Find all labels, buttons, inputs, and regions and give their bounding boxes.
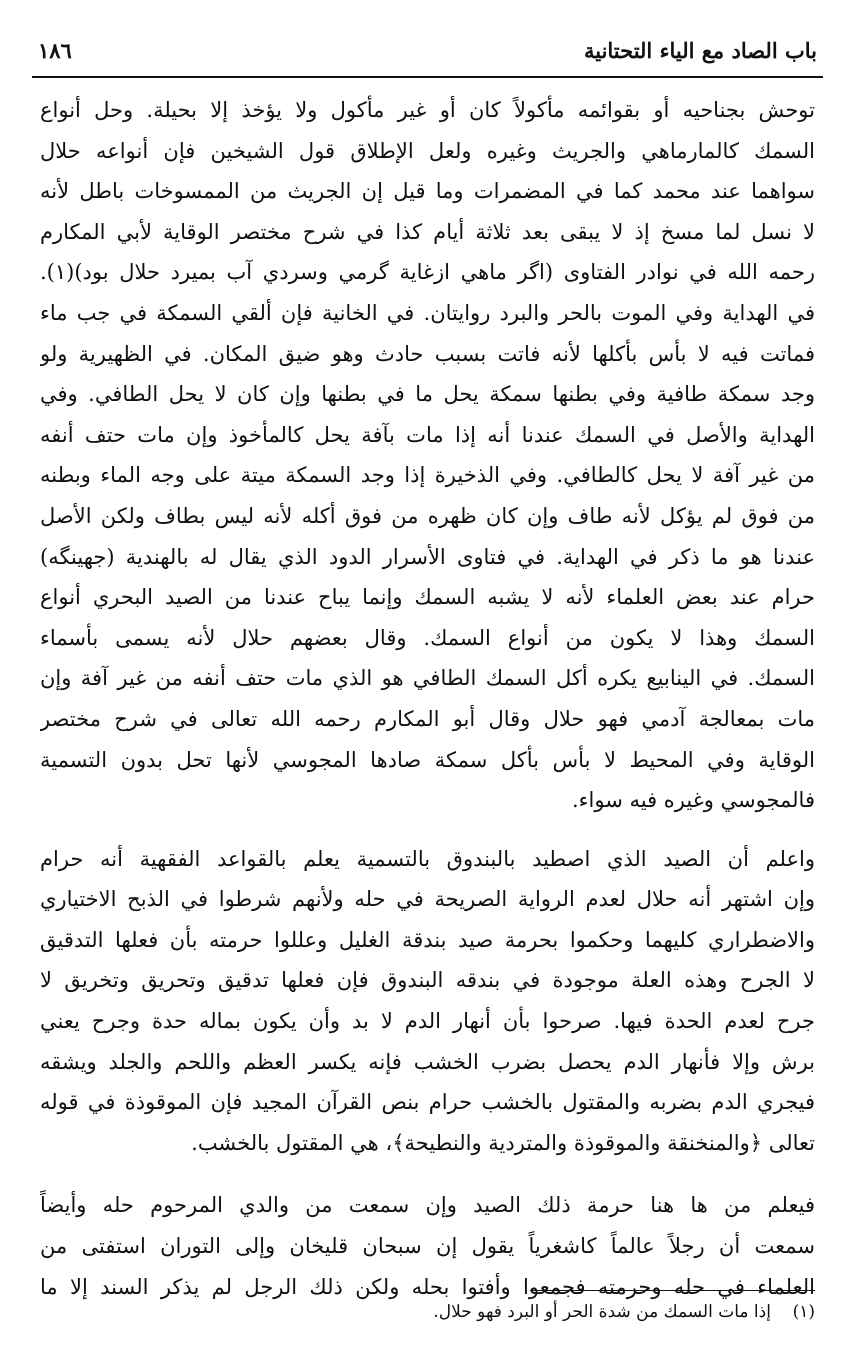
- text-line: سواهما عند محمد كما في المضمرات وما قيل إن الجريث من الممسوخات باطل لأنه: [40, 179, 815, 204]
- text-line: السمك كالمارماهي والجريث وغيره ولعل الإطلاق قول الشيخين فإن أنواعه حلال: [40, 138, 815, 163]
- text-line: وإن اشتهر أنه حلال لعدم الرواية الصريحة في حله ولأنهم شرطوا في الذبح الاختياري: [40, 887, 815, 912]
- text-line: حرام عند بعض العلماء لأنه لا يشبه السمك وإنما يباح عندنا من الصيد البحري أنواع: [40, 585, 815, 610]
- body-text: [40, 90, 815, 1323]
- text-line: من فوق لم يؤكل لأنه طاف وإن كان ظهره من فوق أكله لأنه ليس بطاف ولكن الأصل: [40, 503, 815, 528]
- text-line: رحمه الله في نوادر الفتاوى (اگر ماهي ازغاية گرمي وسردي آب بميرد حلال بود)(١).: [40, 260, 815, 285]
- text-line: لا الجرح وهذه العلة موجودة في بندقه البندوق فإن فعلها تدقيق وتحريق وتخريق لا: [40, 968, 815, 993]
- text-line: فالمجوسي وغيره فيه سواء.: [571, 788, 815, 813]
- text-line: توحش بجناحيه أو بقوائمه مأكولاً كان أو غير مأكول ولا يؤخذ إلا بحيلة. وحل أنواع: [40, 98, 815, 122]
- paragraph-3: [40, 1185, 815, 1307]
- running-title: باب الصاد مع الياء التحتانية: [583, 37, 817, 63]
- text-line: تعالى ﴿والمنخنقة والموقوذة والمتردية والنطيحة﴾، هي المقتول بالخشب.: [191, 1130, 815, 1155]
- footnote-text: إذا مات السمك من شدة الحر أو البرد فهو حلال.: [433, 1302, 771, 1322]
- text-line: برش وإلا فأنهار الدم يحصل بضرب الخشب فإنه يكسر العظم واللحم والجلد ويشقه: [40, 1049, 815, 1074]
- text-line: والاضطراري كليهما وحكموا بحرمة صيد بندقة الغليل وعللوا حرمته بأن فعلها التدقيق: [40, 927, 815, 952]
- header-rule: [32, 76, 823, 78]
- text-line: جرح لعدم الحدة فيها. صرحوا بأن أنهار الدم لا بد وأن يكون بماله حدة وجرح يعني: [40, 1009, 815, 1034]
- footnote: [40, 1298, 815, 1326]
- footnote-marker: (١): [792, 1302, 815, 1322]
- text-line: فماتت فيه لا بأس بأكلها لأنه فاتت بسبب حادث وهو ضيق المكان. في الظهيرية ولو: [40, 341, 815, 366]
- text-line: السمك وهذا لا يكون من أنواع السمك. وقال بعضهم حلال لأنه يسمى بأسماء: [40, 625, 815, 650]
- text-line: من غير آفة لا يحل كالطافي. وفي الذخيرة إذا وجد السمكة ميتة على وجه الماء وبطنه: [40, 463, 815, 488]
- text-line: لا نسل لما مسخ إذ لا يبقى بعد ثلاثة أيام كذا في شرح مختصر الوقاية لأبي المكارم: [40, 219, 815, 244]
- paragraph-2: [40, 839, 815, 1164]
- text-line: عندنا هو ما ذكر في الهداية. في فتاوى الأسرار الدود الذي يقال له بالهندية (جهينگه): [40, 544, 815, 569]
- text-line: سمعت أن رجلاً عالماً كاشغرياً يقول إن سبحان قليخان وإلى التوران استفتى من: [40, 1234, 815, 1259]
- text-line: في الهداية وفي الموت بالحر والبرد روايتان. في الخانية فإن ألقي السمكة في جب ماء: [40, 300, 815, 325]
- text-line: العلماء في حله وحرمته فجمعوا وأفتوا بحله ولكن ذلك الرجل لم يذكر السند إلا ما: [40, 1274, 815, 1299]
- text-line: الهداية والأصل في السمك عندنا أنه إذا مات بآفة يحل كالمأخوذ وإن مات حتف أنفه: [40, 422, 815, 447]
- text-line: السمك. في الينابيع يكره أكل السمك الطافي هو الذي مات حتف أنفه من غير آفة وإن: [40, 666, 815, 691]
- text-line: فيجري الدم بضربه والمقتول بالخشب حرام بنص القرآن المجيد فإن الموقوذة في قوله: [40, 1090, 815, 1115]
- page-number: ١٨٦: [38, 37, 72, 63]
- text-line: فيعلم من ها هنا حرمة ذلك الصيد وإن سمعت من والدي المرحوم حله وأيضاً: [40, 1193, 815, 1218]
- page-header: [38, 28, 817, 72]
- footnote-rule: [530, 1290, 815, 1291]
- text-line: وجد سمكة طافية وفي بطنها سمكة يحل ما في بطنها وإن كان لا يحل الطافي. وفي: [40, 382, 815, 407]
- text-line: مات بمعالجة آدمي فهو حلال وقال أبو المكارم رحمه الله تعالى في شرح مختصر: [40, 706, 815, 731]
- text-line: واعلم أن الصيد الذي اصطيد بالبندوق بالتسمية يعلم بالقواعد الفقهية أنه حرام: [40, 846, 815, 871]
- text-line: الوقاية وفي المحيط لا بأس بأكل سمكة صادها المجوسي لأنها تحل بدون التسمية: [40, 747, 815, 772]
- paragraph-1: [40, 90, 815, 821]
